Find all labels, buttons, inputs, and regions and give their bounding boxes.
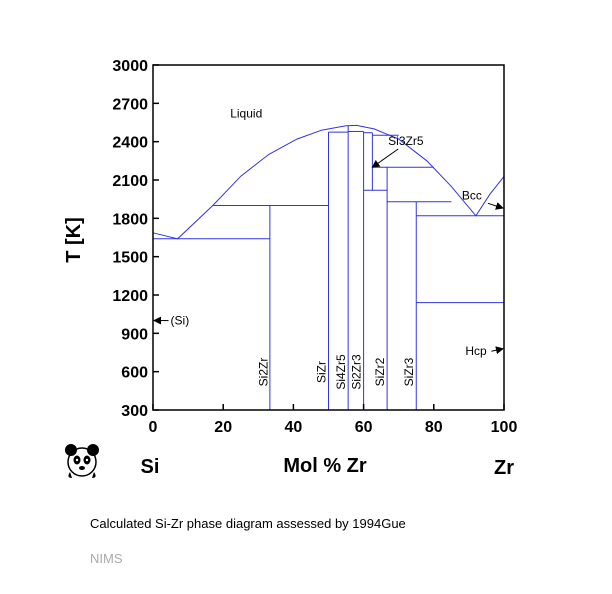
phase-arrow	[372, 149, 398, 167]
y-tick-label: 1800	[112, 211, 148, 229]
y-axis-title: T [K]	[63, 217, 85, 263]
y-tick-label: 300	[121, 403, 148, 420]
y-tick-label: 600	[121, 364, 148, 382]
figure-caption: Calculated Si-Zr phase diagram assessed by 1994Gue	[90, 516, 406, 531]
compound-label: Si2Zr	[256, 357, 271, 387]
compound-label: SiZr	[314, 361, 329, 383]
y-tick-label: 2100	[112, 173, 148, 190]
phase-label: (Si)	[170, 313, 190, 328]
credit-text: NIMS	[90, 551, 123, 566]
phase-arrow	[488, 203, 503, 208]
x-tick-label: 40	[284, 419, 303, 436]
x-tick-label: 80	[424, 419, 443, 436]
x-axis-title: Mol % Zr	[283, 455, 367, 477]
y-tick-label: 2400	[112, 134, 148, 152]
left-element-label: Si	[140, 456, 160, 478]
phase-label: Si3Zr5	[388, 134, 424, 149]
compound-label: Si4Zr5	[333, 354, 348, 390]
x-tick-label: 100	[490, 419, 518, 436]
phase-label: Hcp	[465, 344, 487, 359]
y-tick-label: 2700	[112, 96, 148, 114]
x-tick-label: 0	[148, 419, 158, 436]
compound-label: SiZr2	[373, 357, 388, 387]
y-tick-label: 1200	[112, 288, 148, 305]
phase-boundaries	[153, 125, 504, 410]
compound-label: SiZr3	[402, 357, 417, 387]
phase-arrow	[491, 349, 503, 352]
phase-label: Liquid	[230, 106, 263, 121]
phase-label: Bcc	[461, 188, 482, 203]
y-tick-label: 1500	[112, 249, 148, 267]
compound-label: Si2Zr3	[349, 354, 364, 390]
y-tick-label: 3000	[112, 58, 148, 75]
y-tick-label: 900	[121, 326, 148, 344]
panda-logo-icon	[65, 444, 99, 478]
x-tick-label: 60	[354, 419, 373, 436]
x-tick-label: 20	[214, 419, 233, 436]
right-element-label: Zr	[494, 457, 514, 479]
